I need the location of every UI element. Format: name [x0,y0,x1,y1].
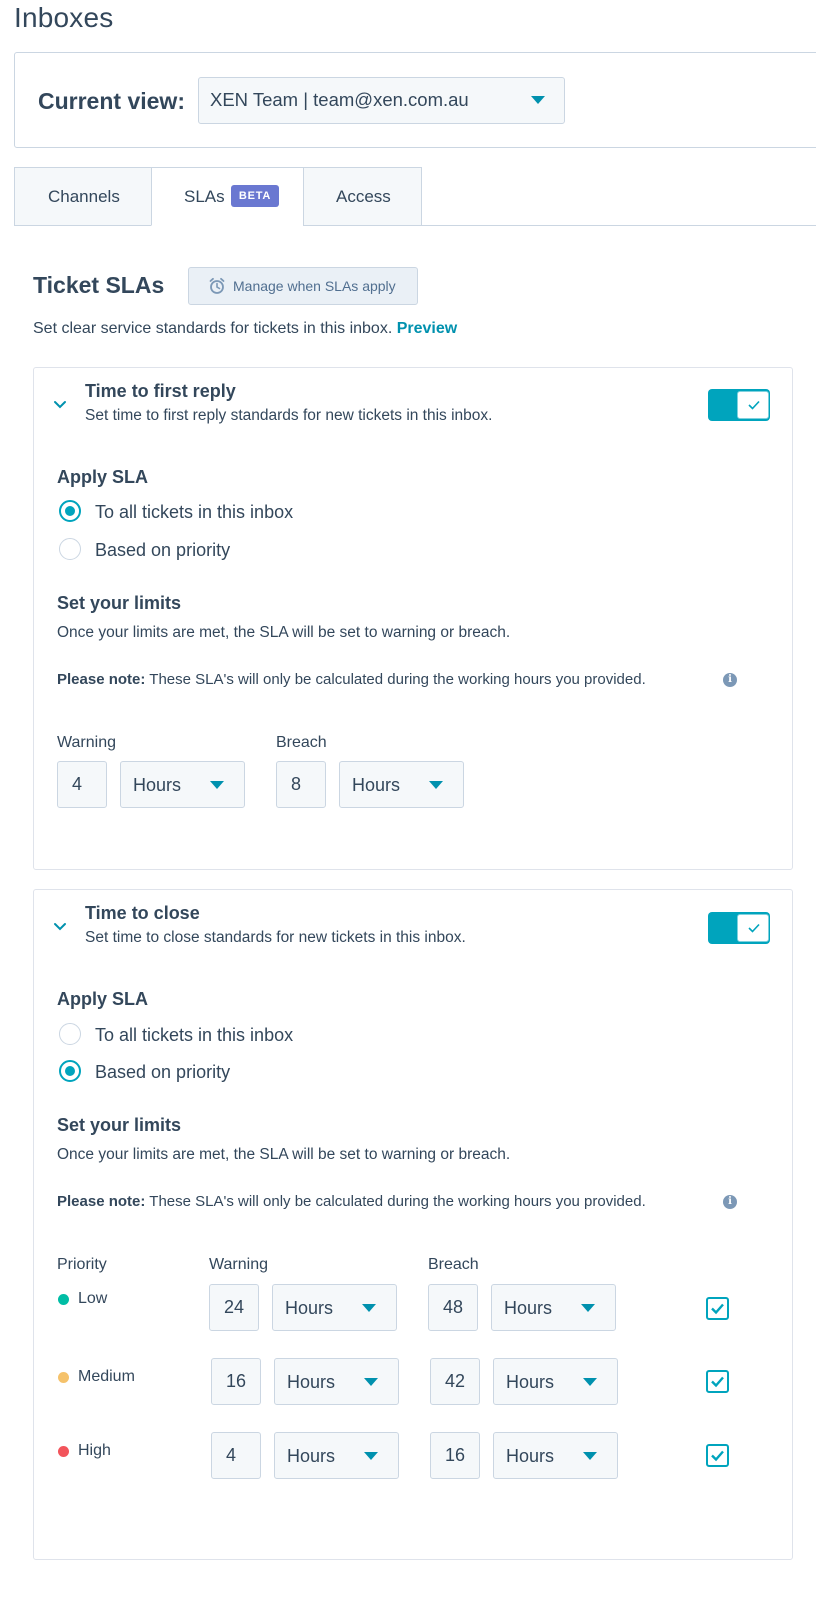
beta-badge: BETA [231,185,279,207]
first-reply-description: Set time to first reply standards for new tickets in this inbox. [85,407,493,424]
high-warning-unit-value: Hours [287,1446,336,1466]
warning-column-header: Warning [209,1256,268,1273]
radio-based-on-priority[interactable] [59,1060,81,1082]
tab-channels-label: Channels [48,187,120,206]
breach-label: Breach [276,734,327,751]
breach-value-input[interactable]: 8 [276,761,326,808]
radio-all-tickets-label: To all tickets in this inbox [95,502,294,522]
chevron-down-icon [364,1452,378,1460]
radio-all-tickets[interactable] [59,500,81,522]
medium-warning-value-input[interactable]: 16 [211,1358,261,1405]
warning-label: Warning [57,734,116,751]
check-icon [747,922,761,934]
tab-access-label: Access [336,187,391,206]
set-limits-heading: Set your limits [57,1115,182,1135]
ticket-slas-intro [33,320,457,338]
low-enabled-checkbox[interactable] [706,1297,729,1320]
check-icon [710,1375,725,1388]
current-view-label: Current view: [38,88,185,114]
working-hours-note [57,1193,646,1210]
high-warning-value-input[interactable]: 4 [211,1432,261,1479]
radio-all-tickets[interactable] [59,1023,81,1045]
page-title: Inboxes [14,2,114,33]
tab-slas-label: SLAs [184,187,225,206]
note-label: Please note: [57,1193,146,1210]
priority-medium-label: Medium [78,1368,135,1385]
check-icon [710,1449,725,1462]
limits-help-text: Once your limits are met, the SLA will be set to warning or breach. [57,1146,511,1163]
priority-medium-dot [58,1372,69,1383]
chevron-down-icon [581,1304,595,1312]
set-limits-heading: Set your limits [57,593,182,613]
info-icon[interactable]: i [723,673,737,687]
radio-all-tickets-label: To all tickets in this inbox [95,1025,294,1045]
high-breach-value-input[interactable]: 16 [430,1432,480,1479]
high-enabled-checkbox[interactable] [706,1444,729,1467]
radio-based-on-priority[interactable] [59,538,81,560]
manage-slas-label: Manage when SLAs apply [233,278,396,294]
breach-column-header: Breach [428,1256,479,1273]
note-text: These SLA's will only be calculated during the working hours you provided. [149,1193,646,1210]
medium-warning-unit-value: Hours [287,1372,336,1392]
apply-sla-heading: Apply SLA [57,989,149,1009]
low-warning-unit-value: Hours [285,1298,334,1318]
chevron-down-icon [531,96,545,104]
alarm-clock-icon [208,277,226,295]
priority-low-label: Low [78,1290,108,1307]
note-text: These SLA's will only be calculated during the working hours you provided. [149,671,646,688]
check-icon [747,399,761,411]
high-breach-unit-value: Hours [506,1446,555,1466]
time-to-close-description: Set time to close standards for new tickets in this inbox. [85,929,466,946]
priority-low-dot [58,1294,69,1305]
intro-text: Set clear service standards for tickets in this inbox. [33,320,393,337]
time-to-close-title: Time to close [85,903,200,923]
first-reply-toggle[interactable] [708,389,770,421]
first-reply-title: Time to first reply [85,381,236,401]
note-label: Please note: [57,671,146,688]
chevron-down-icon [429,781,443,789]
inbox-select-value: XEN Team | team@xen.com.au [210,89,469,110]
medium-enabled-checkbox[interactable] [706,1370,729,1393]
time-to-close-toggle[interactable] [708,912,770,944]
radio-based-on-priority-label: Based on priority [95,540,231,560]
chevron-down-icon [362,1304,376,1312]
medium-breach-value-input[interactable]: 42 [430,1358,480,1405]
toggle-knob [737,914,769,942]
chevron-down-icon [364,1378,378,1386]
priority-high-label: High [78,1442,111,1459]
info-icon[interactable]: i [723,1195,737,1209]
working-hours-note [57,671,646,688]
apply-sla-heading: Apply SLA [57,467,149,487]
limits-help-text: Once your limits are met, the SLA will be set to warning or breach. [57,624,511,641]
chevron-down-icon [210,781,224,789]
ticket-slas-heading: Ticket SLAs [33,272,165,298]
medium-breach-unit-value: Hours [506,1372,555,1392]
radio-based-on-priority-label: Based on priority [95,1062,231,1082]
chevron-down-icon[interactable] [52,922,68,932]
low-breach-value-input[interactable]: 48 [428,1284,478,1331]
low-warning-value-input[interactable]: 24 [209,1284,259,1331]
check-icon [710,1302,725,1315]
warning-value-input[interactable]: 4 [57,761,107,808]
tab-slas[interactable] [151,167,304,226]
priority-column-header: Priority [57,1256,107,1273]
toggle-knob [737,391,769,419]
chevron-down-icon [583,1452,597,1460]
warning-unit-value: Hours [133,775,182,795]
chevron-down-icon [583,1378,597,1386]
priority-high-dot [58,1446,69,1457]
chevron-down-icon[interactable] [52,400,68,410]
preview-link[interactable]: Preview [396,320,458,337]
low-breach-unit-value: Hours [504,1298,553,1318]
breach-unit-value: Hours [352,775,401,795]
